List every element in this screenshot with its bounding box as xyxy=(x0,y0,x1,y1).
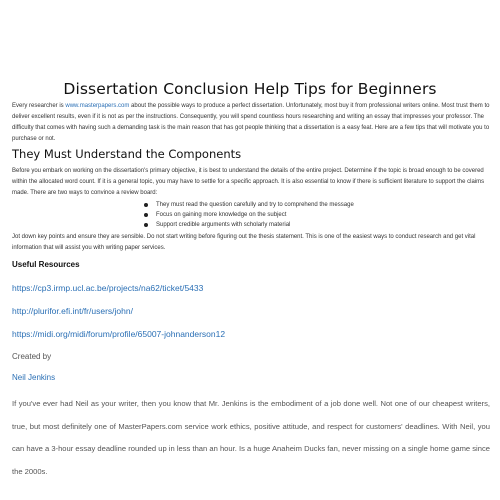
intro-text-end: about the possible ways to produce a perfect dissertation. Unfortunately, most buy it from professional writers online. Most trust them to deliver excellent results, even if it is not as per the instructions. Consequently, you will spend countless hours researching and writing an essay that impresses your professor. The difficulty that comes with having such a demanding task is the main reason that has got people thinking that a dissertation is a easy feat. Here are a few tips that will motivate you to purchase or not. xyxy=(12,103,490,142)
bullet-icon xyxy=(144,213,148,217)
author-bio: If you've ever had Neil as your writer, then you know that Mr. Jenkins is the embodiment of a job done well. Not one of our cheapest writers, true, but most definitely one of MasterPapers.com service work ethics, positive attitude, and respect for customers' deadlines. With Neil, you can have a 3-hour essay deadline rounded up in less than an hour. Is a huge Anaheim Ducks fan, never missing on a single home game since the 2000s. xyxy=(12,399,490,476)
intro-text-start: Every researcher is xyxy=(12,103,66,109)
page-title: Dissertation Conclusion Help Tips for Beginners xyxy=(63,80,437,98)
section-heading: They Must Understand the Components xyxy=(12,147,242,161)
created-by-label: Created by xyxy=(12,352,52,361)
list-item-text: Focus on gaining more knowledge on the subject xyxy=(156,212,287,218)
masterpapers-link[interactable]: www.masterpapers.com xyxy=(65,103,130,109)
list-item-text: They must read the question carefully and try to comprehend the message xyxy=(156,202,354,208)
list-item xyxy=(144,210,474,220)
intro-paragraph xyxy=(12,101,490,145)
bullet-icon xyxy=(144,203,148,207)
author-name-link[interactable]: Neil Jenkins xyxy=(12,373,56,382)
tips-list xyxy=(144,200,474,230)
list-item-text: Support credible arguments with scholarly material xyxy=(156,222,291,228)
bullet-icon xyxy=(144,223,148,227)
closing-paragraph: Jot down key points and ensure they are sensible. Do not start writing before figuring out the thesis statement. This is one of the easiest ways to conduct research and get vital information that will assist you with writing paper services. xyxy=(12,234,476,251)
resources-heading: Useful Resources xyxy=(12,260,80,269)
list-item xyxy=(144,220,474,230)
list-item xyxy=(144,200,474,210)
resource-link-midi[interactable]: https://midi.org/midi/forum/profile/65007-johnanderson12 xyxy=(12,329,226,339)
resource-link-plurifor[interactable]: http://plurifor.efi.int/fr/users/john/ xyxy=(12,306,133,316)
resource-link-ucl[interactable]: https://cp3.irmp.ucl.ac.be/projects/na62/ticket/5433 xyxy=(12,283,204,293)
section-paragraph: Before you embark on working on the dissertation's primary objective, it is best to understand the details of the entire project. Determine if the topic is broad enough to be covered within the allocated word count. If it is a general topic, you may have to settle for a specific approach. It is also essential to know if there is sufficient literature to support the claims made. There are two ways to convince a review board: xyxy=(12,168,485,196)
